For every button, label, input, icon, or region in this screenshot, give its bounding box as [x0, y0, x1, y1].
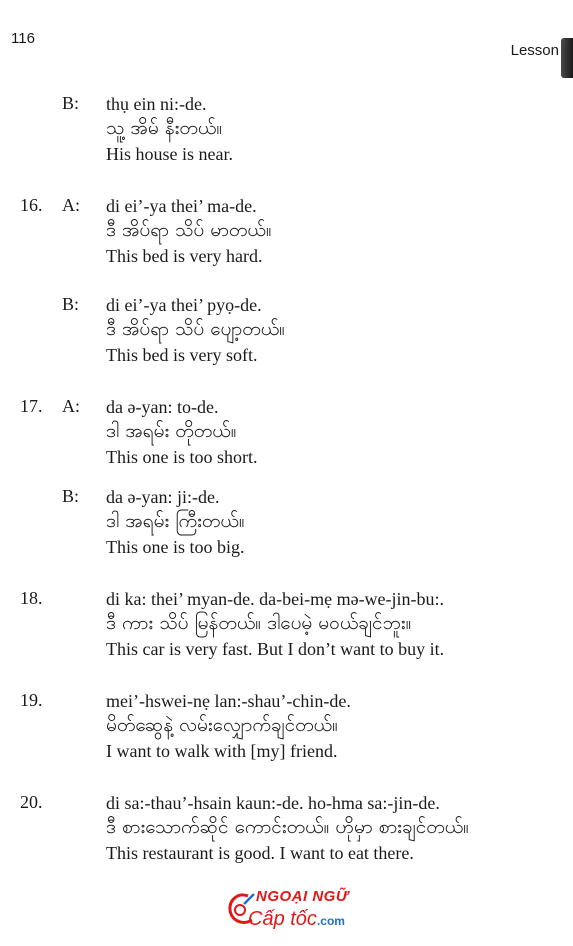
burmese-text: မိတ်ဆွေနဲ့ လမ်းလျှောက်ချင်တယ်။ — [106, 714, 338, 736]
burmese-text: ဒီ ကား သိပ် မြန်တယ်။ ဒါပေမဲ့ မဝယ်ချင်ဘူး။ — [106, 612, 412, 634]
entry-number: 20. — [20, 792, 43, 812]
watermark-line2 — [248, 908, 345, 931]
speaker-label: A: — [62, 396, 80, 416]
english-translation: I want to walk with [my] friend. — [106, 741, 338, 761]
transliteration: mei’-hswei-nẹ lan:-shau’-chin-de. — [106, 691, 351, 711]
burmese-text: ဒီ အိပ်ရာ သိပ် ပျော့တယ်။ — [106, 318, 285, 340]
transliteration: thụ ein ni:-de. — [106, 94, 207, 114]
page-number: 116 — [11, 30, 35, 47]
speaker-label: B: — [62, 93, 80, 113]
english-translation: This one is too big. — [106, 537, 245, 557]
speaker-label: B: — [62, 486, 80, 506]
transliteration: di ei’-ya thei’ pyọ-de. — [106, 295, 262, 315]
english-translation: This bed is very hard. — [106, 246, 263, 266]
watermark-line2-text: Cấp tốc — [248, 908, 317, 930]
transliteration: di sa:-thau’-hsain kaun:-de. ho-hma sa:-jin-de. — [106, 793, 440, 813]
entry-number: 16. — [20, 195, 43, 215]
transliteration: da ə-yan: ji:-de. — [106, 487, 220, 507]
transliteration: da ə-yan: to-de. — [106, 397, 219, 417]
lesson-label: Lesson — [510, 41, 559, 59]
english-translation: This one is too short. — [106, 447, 258, 467]
burmese-text: ဒီ စားသောက်ဆိုင် ကောင်းတယ်။ ဟိုမှာ စားချင်တယ်။ — [106, 816, 469, 838]
watermark-line1: NGOẠI NGỮ — [256, 888, 349, 905]
english-translation: His house is near. — [106, 144, 233, 164]
burmese-text: ဒါ အရမ်း တိုတယ်။ — [106, 420, 237, 442]
english-translation: This restaurant is good. I want to eat there. — [106, 843, 414, 863]
burmese-text: ဒါ အရမ်း ကြီးတယ်။ — [106, 510, 245, 532]
burmese-text: ဒီ အိပ်ရာ သိပ် မာတယ်။ — [106, 219, 272, 241]
watermark-suffix: .com — [316, 914, 345, 928]
transliteration: di ka: thei’ myan-de. da-bei-mẹ mə-we-jin-bu:. — [106, 589, 445, 609]
burmese-text: သူ့ အိမ် နီးတယ်။ — [106, 117, 223, 139]
watermark — [226, 884, 356, 940]
lesson-header — [511, 30, 573, 70]
entry-number: 17. — [20, 396, 43, 416]
thumb-tab-marker — [561, 38, 573, 78]
entry-number: 19. — [20, 690, 43, 710]
speaker-label: A: — [62, 195, 80, 215]
transliteration: di ei’-ya thei’ ma-de. — [106, 196, 257, 216]
english-translation: This car is very fast. But I don’t want to buy it. — [106, 639, 445, 659]
english-translation: This bed is very soft. — [106, 345, 258, 365]
entry-number: 18. — [20, 588, 43, 608]
speaker-label: B: — [62, 294, 80, 314]
